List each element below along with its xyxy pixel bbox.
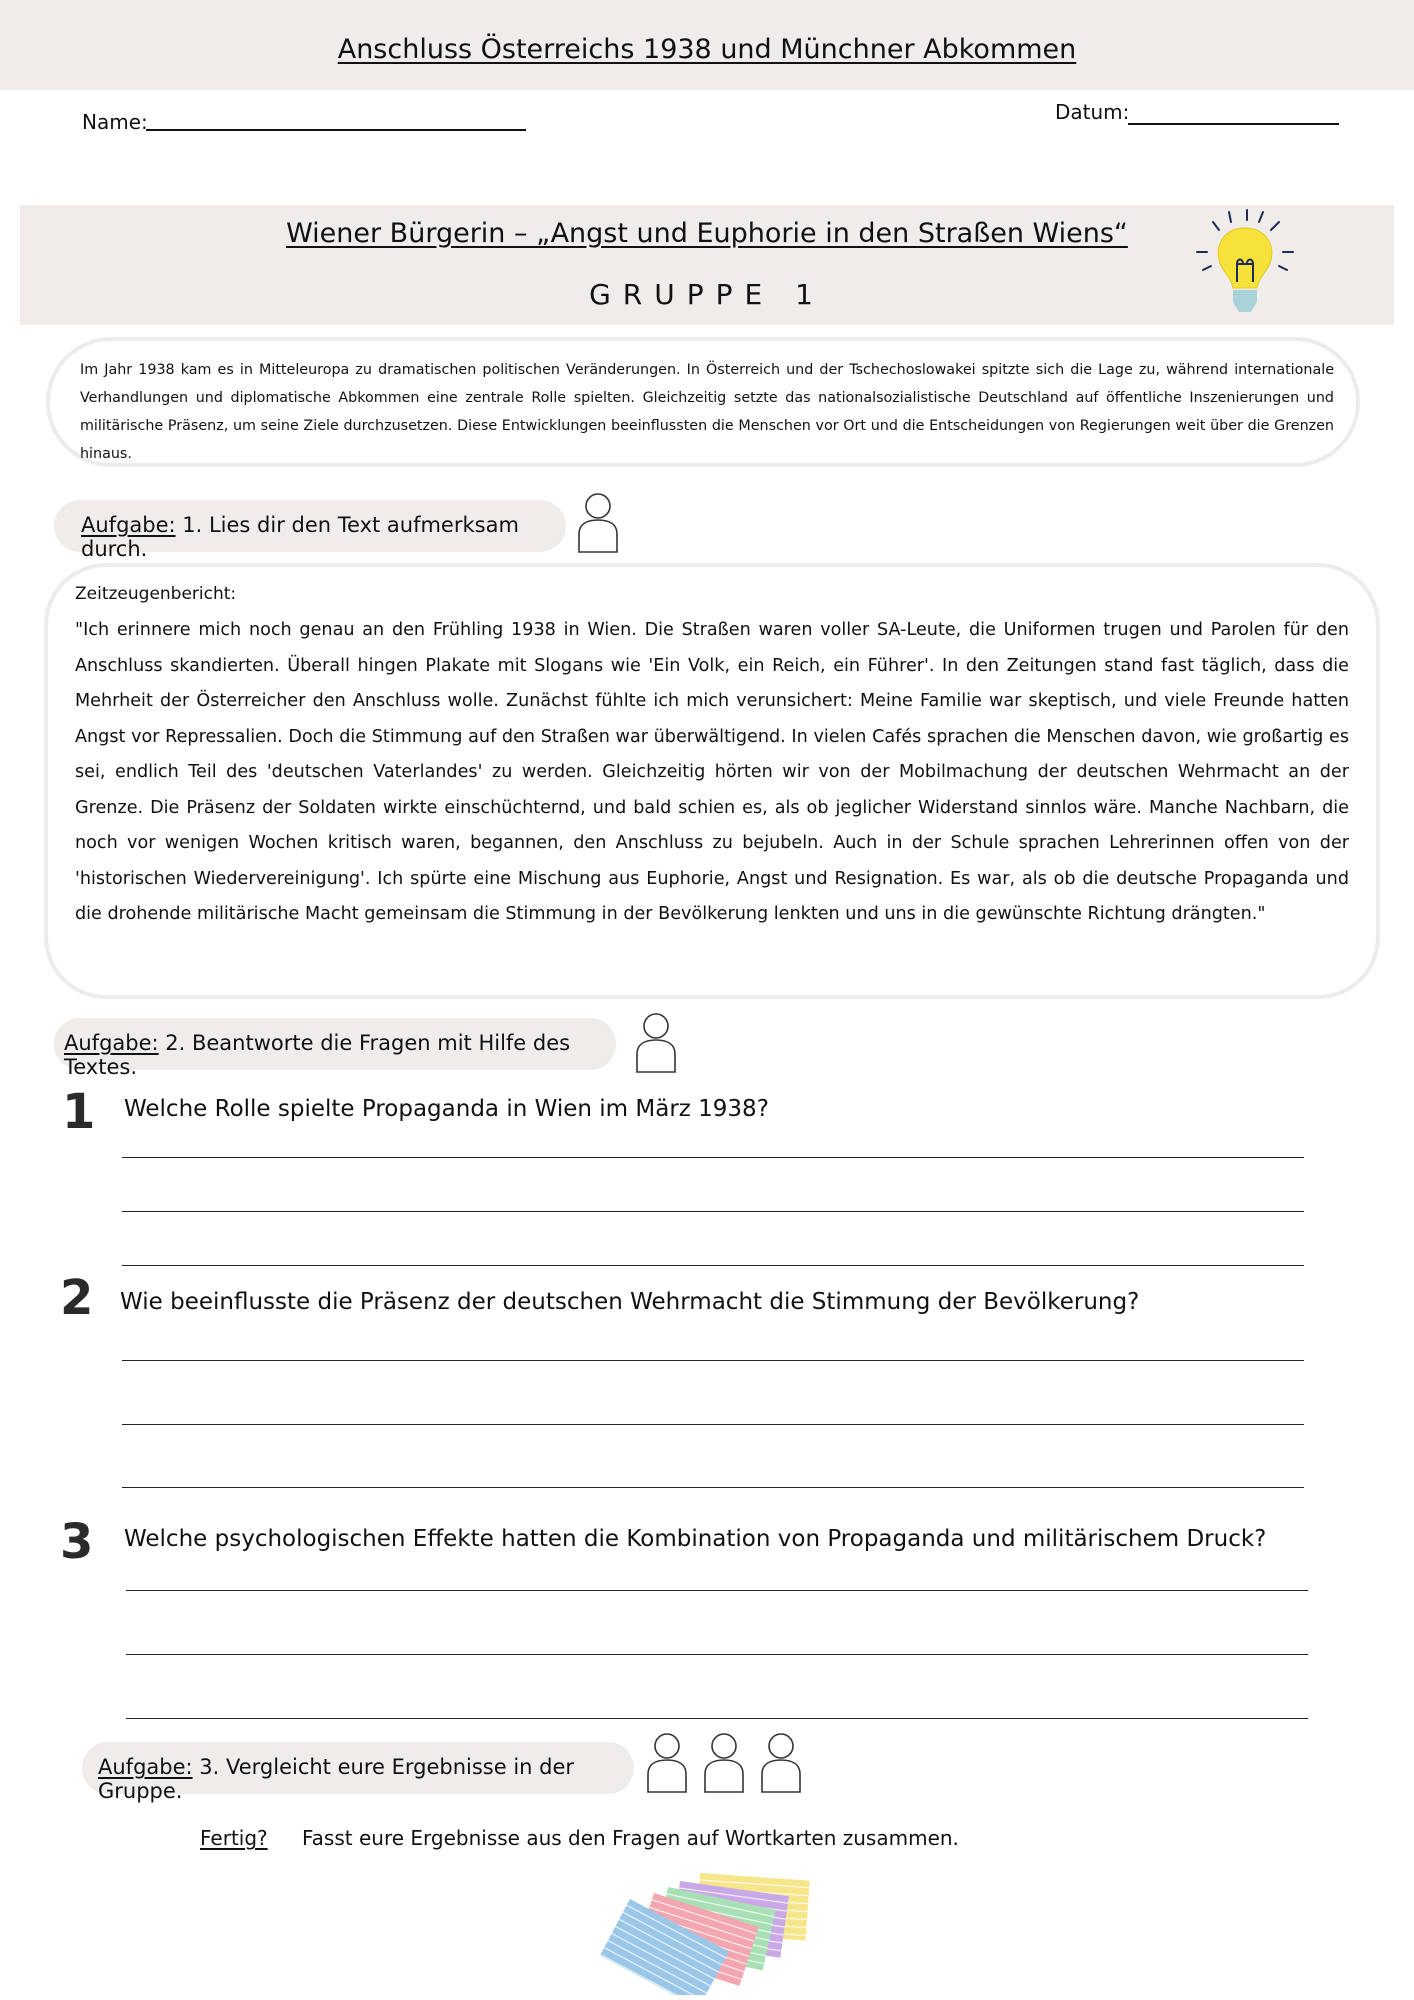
task-2-text: 2. Beantworte die Fragen mit Hilfe des Textes.: [64, 1031, 571, 1079]
answer-line[interactable]: [126, 1590, 1308, 1591]
answer-line[interactable]: [126, 1718, 1308, 1719]
question-1-number: 1: [62, 1084, 96, 1140]
date-line: [1128, 123, 1339, 125]
intro-text: Im Jahr 1938 kam es in Mitteleuropa zu dramatischen politischen Veränderungen. In Österreich und der Tschechoslowakei spitzte sich die Lage zu, während internationale Verhandlungen und diplomatische Abkommen eine zentrale Rolle spielten. Gleichzeitig setzte das nationalsozialistische Deutschland auf öffentliche Inszenierungen und militärische Präsenz, um seine Ziele durchzusetzen. Diese Entwicklungen beeinflussten die Menschen vor Ort und die Entscheidungen von Regierungen weit über die Grenzen hinaus.: [80, 362, 1334, 462]
document-title: Anschluss Österreichs 1938 und Münchner Abkommen: [337, 34, 1077, 65]
question-1-text: Welche Rolle spielte Propaganda in Wien im März 1938?: [124, 1096, 769, 1122]
answer-line[interactable]: [122, 1487, 1304, 1488]
testimony-text: "Ich erinnere mich noch genau an den Frühling 1938 in Wien. Die Straßen waren voller SA-Leute, die Uniformen trugen und Parolen für den Anschluss skandierten. Überall hingen Plakate mit Slogans wie 'Ein Volk, ein Reich, ein Führer'. In den Zeitungen stand fast täglich, dass die Mehrheit der Österreicher den Anschluss wolle. Zunächst fühlte ich mich verunsichert: Meine Familie war skeptisch, und viele Freunde hatten Angst vor Repressalien. Doch die Stimmung auf den Straßen war überwältigend. In vielen Cafés sprachen die Menschen davon, wie großartig es sei, endlich Teil des 'deutschen Vaterlandes' zu werden. Gleichzeitig hörten wir von der Mobilmachung der deutschen Wehrmacht an der Grenze. Die Präsenz der Soldaten wirkte einschüchternd, und bald schien es, als ob jeglicher Widerstand sinnlos wäre. Manche Nachbarn, die noch vor wenigen Wochen kritisch waren, begannen, den Anschluss zu bejubeln. Auch in der Schule sprachen Lehrerinnen offen von der 'historischen Wiedervereinigung'. Ich spürte eine Mischung aus Euphorie, Angst und Resignation. Es war, als ob die deutsche Propaganda und die drohende militärische Macht gemeinsam die Stimmung in der Bevölkerung lenkten und uns in die gewünschte Richtung drängten.": [75, 620, 1349, 924]
testimony-heading: Zeitzeugenbericht:: [75, 584, 237, 604]
question-2-text: Wie beeinflusste die Präsenz der deutschen Wehrmacht die Stimmung der Bevölkerung?: [120, 1289, 1140, 1315]
date-label: Datum:: [1055, 100, 1130, 124]
question-2-number: 2: [60, 1270, 94, 1326]
answer-line[interactable]: [122, 1211, 1304, 1212]
question-3-number: 3: [60, 1514, 94, 1570]
task-1-word: Aufgabe:: [81, 513, 176, 537]
question-3-text: Welche psychologischen Effekte hatten die Kombination von Propaganda und militärischem Druck?: [124, 1526, 1267, 1552]
finish-text: Fasst eure Ergebnisse aus den Fragen auf Wortkarten zusammen.: [302, 1826, 959, 1850]
task-2-word: Aufgabe:: [64, 1031, 159, 1055]
task-3-text: 3. Vergleicht eure Ergebnisse in der Gruppe.: [98, 1755, 575, 1803]
word-cards-icon: [590, 1865, 830, 1995]
person-icon: [575, 490, 621, 554]
answer-line[interactable]: [122, 1360, 1304, 1361]
answer-line[interactable]: [122, 1157, 1304, 1158]
answer-line[interactable]: [122, 1265, 1304, 1266]
finish-label: Fertig?: [200, 1826, 268, 1850]
group-icon: [644, 1730, 808, 1794]
task-1-pill: [54, 500, 566, 561]
group-label: GRUPPE 1: [589, 278, 825, 311]
answer-line[interactable]: [122, 1424, 1304, 1425]
section-title: Wiener Bürgerin – „Angst und Euphorie in den Straßen Wiens“: [286, 218, 1128, 249]
lightbulb-icon: [1195, 208, 1295, 323]
person-icon: [633, 1010, 679, 1074]
answer-line[interactable]: [126, 1654, 1308, 1655]
task-3-word: Aufgabe:: [98, 1755, 193, 1779]
task-3-pill: [82, 1742, 634, 1803]
task-2-pill: [54, 1018, 616, 1079]
task-1-text: 1. Lies dir den Text aufmerksam durch.: [81, 513, 519, 561]
name-line: [146, 129, 526, 131]
name-label: Name:: [82, 110, 148, 134]
